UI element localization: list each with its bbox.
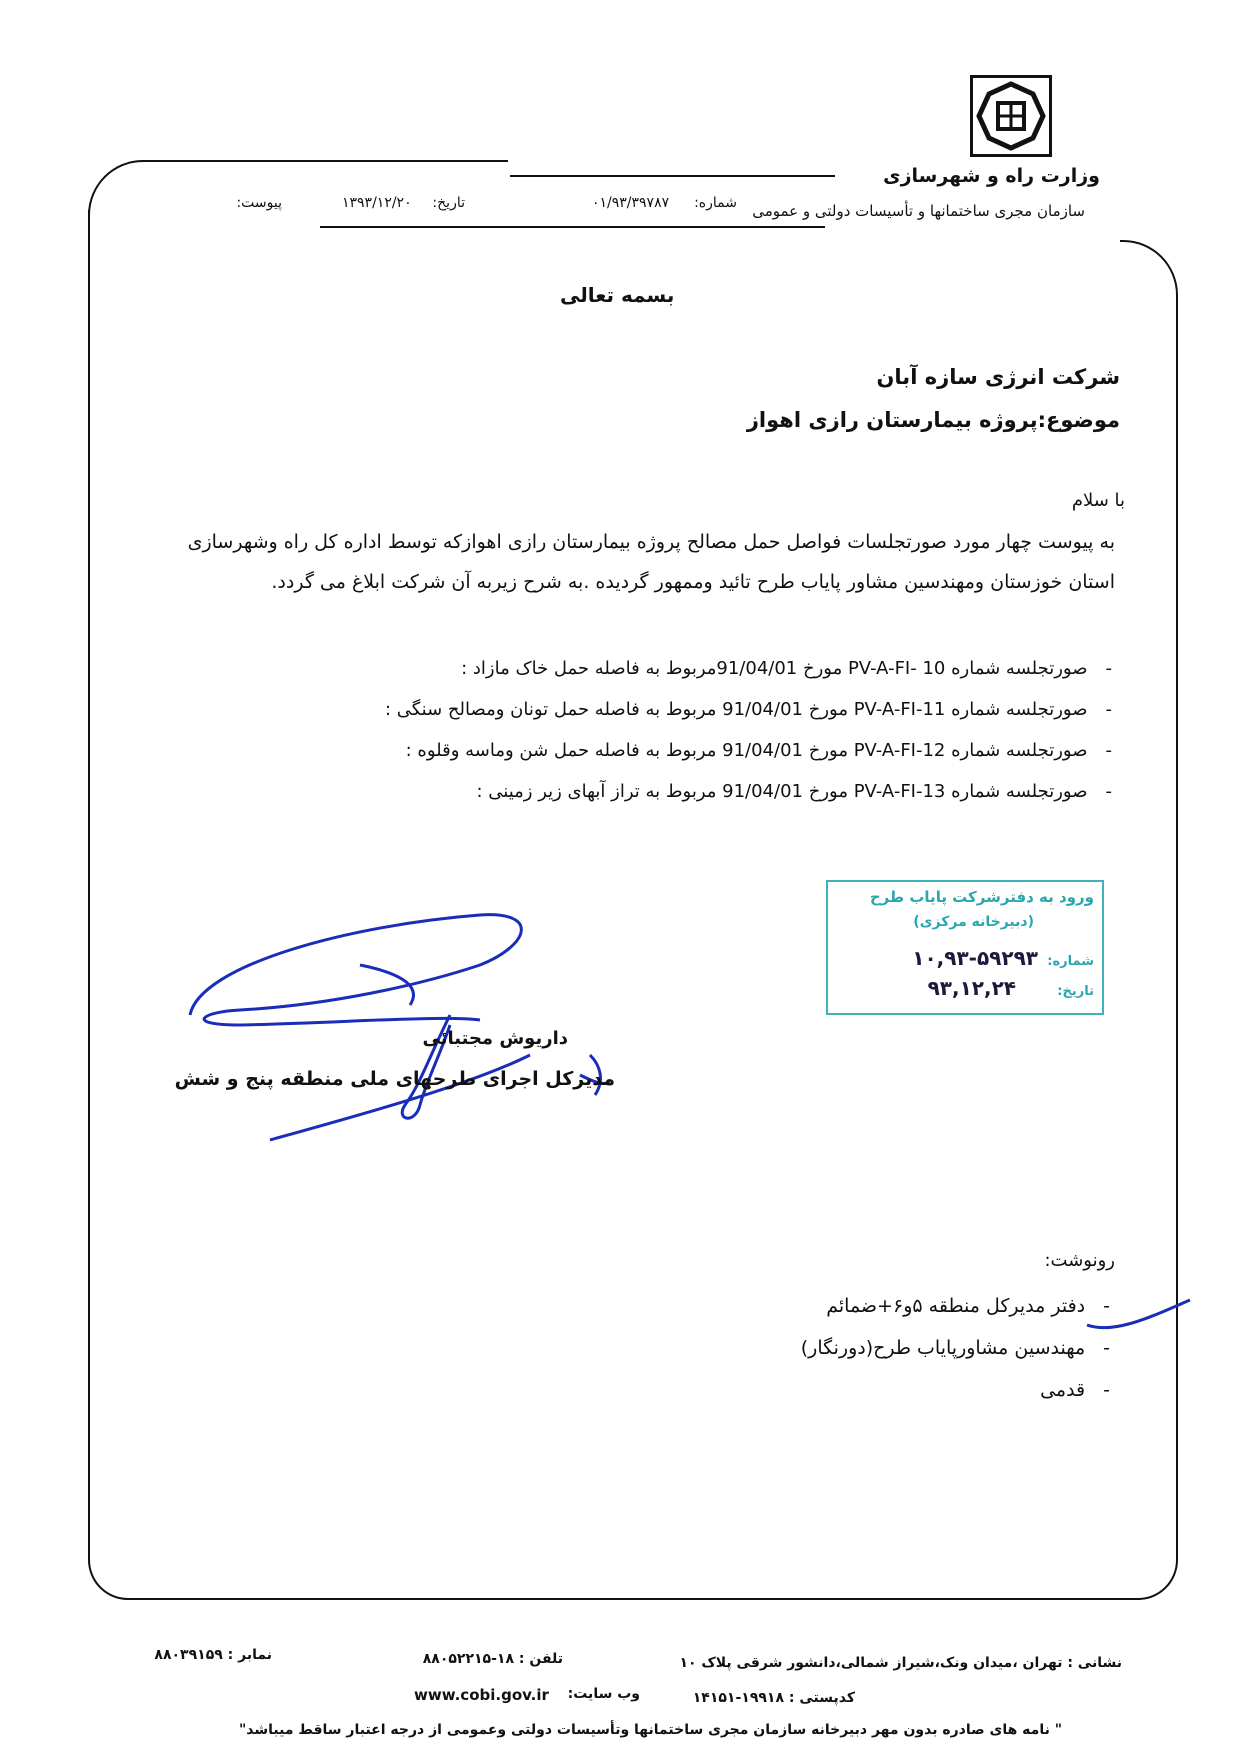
list-item-text: صورتجلسه شماره PV-A-FI-13 مورخ 91/04/01 مربوط به تراز آبهای زیر زمینی : xyxy=(476,781,1088,802)
cc-list xyxy=(610,1285,1110,1411)
stamp-subtitle: (دبیرخانه مرکزی) xyxy=(913,914,1034,930)
signer-name: داریوش مجتبائی xyxy=(422,1028,568,1049)
receipt-stamp xyxy=(826,880,1104,1015)
organization-name: سازمان مجری ساختمانها و تأسیسات دولتی و عمومی xyxy=(752,202,1085,220)
recipient-company: شرکت انرژی سازه آبان xyxy=(876,365,1120,389)
minutes-list xyxy=(132,648,1112,812)
footer-notice: " نامه های صادره بدون مهر دبیرخانه سازمان مجری ساختمانها وتأسیسات دولتی وعمومی از درجه اعتبار ساقط میباشد" xyxy=(239,1722,1062,1738)
list-item-text: صورتجلسه شماره PV-A-FI-11 مورخ 91/04/01 مربوط به فاصله حمل تونان ومصالح سنگی : xyxy=(384,699,1088,720)
list-item: -صورتجلسه شماره PV-A-FI-13 مورخ 91/04/01 مربوط به تراز آبهای زیر زمینی : xyxy=(476,781,1112,802)
list-item: -مهندسین مشاورپایاب طرح(دورنگار) xyxy=(800,1337,1110,1359)
letter-number-label: شماره: xyxy=(694,195,737,211)
list-item-text: مهندسین مشاورپایاب طرح(دورنگار) xyxy=(800,1337,1086,1359)
footer-address: نشانی : تهران ،میدان ونک،شیراز شمالی،دانشور شرقی پلاک ۱۰ xyxy=(679,1655,1122,1671)
list-item: -صورتجلسه شماره PV-A-FI-12 مورخ 91/04/01 مربوط به فاصله حمل شن وماسه وقلوه : xyxy=(405,740,1112,761)
check-mark-icon xyxy=(1085,1295,1195,1340)
footer-website-label: وب سایت: xyxy=(567,1686,640,1702)
cc-label: رونوشت: xyxy=(1044,1250,1115,1271)
greeting: با سلام xyxy=(1071,490,1125,511)
letter-body-paragraph: به پیوست چهار مورد صورتجلسات فواصل حمل مصالح پروژه بیمارستان رازی اهوازکه توسط اداره کل راه وشهرسازی استان خوزستان ومهندسین مشاور پایاب طرح تائید وممهور گردیده .به شرح زیربه آن شرکت ابلاغ می گردد. xyxy=(187,531,1115,593)
list-item-text: صورتجلسه شماره PV-A-FI-12 مورخ 91/04/01 مربوط به فاصله حمل شن وماسه وقلوه : xyxy=(405,740,1088,761)
list-item-text: صورتجلسه شماره PV-A-FI- 10 مورخ 91/04/01مربوط به فاصله حمل خاک مازاد : xyxy=(461,658,1088,679)
list-item: -صورتجلسه شماره PV-A-FI-11 مورخ 91/04/01 مربوط به فاصله حمل تونان ومصالح سنگی : xyxy=(384,699,1112,720)
logo-emblem-icon xyxy=(973,78,1049,154)
header-divider-top xyxy=(510,175,835,177)
footer-phone: تلفن : ۱۸-۸۸۰۵۲۲۱۵ xyxy=(422,1651,563,1667)
letter-subject: موضوع:پروژه بیمارستان رازی اهواز xyxy=(746,408,1120,432)
list-item-text: قدمی xyxy=(1040,1379,1086,1401)
stamp-number-label: شماره: xyxy=(1047,954,1094,969)
stamp-title: ورود به دفترشرکت پایاب طرح xyxy=(869,888,1094,906)
footer-postal-code: کدپستی : ۱۹۹۱۸-۱۴۱۵۱ xyxy=(692,1690,855,1706)
footer-fax: نمابر : ۸۸۰۳۹۱۵۹ xyxy=(154,1647,272,1663)
footer-website-link[interactable]: www.cobi.gov.ir xyxy=(414,1686,549,1704)
list-item: -صورتجلسه شماره PV-A-FI- 10 مورخ 91/04/01مربوط به فاصله حمل خاک مازاد : xyxy=(461,658,1112,679)
stamp-number: ۱۰,۹۳-۵۹۲۹۳ xyxy=(912,946,1038,970)
stamp-date-label: تاریخ: xyxy=(1057,984,1094,999)
page-frame-right xyxy=(1120,240,1178,1600)
list-item-text: دفتر مدیرکل منطقه ۵و۶+ضمائم xyxy=(826,1295,1086,1317)
list-item: -دفتر مدیرکل منطقه ۵و۶+ضمائم xyxy=(826,1295,1110,1317)
attachment-label: پیوست: xyxy=(236,195,282,211)
ministry-name: وزارت راه و شهرسازی xyxy=(883,165,1100,187)
letter-date-label: تاریخ: xyxy=(432,195,465,211)
list-item: -قدمی xyxy=(1040,1379,1110,1401)
signer-title: مدیرکل اجرای طرحهای ملی منطقه پنج و شش xyxy=(174,1068,615,1090)
ministry-logo xyxy=(970,75,1052,157)
stamp-date: ۹۳,۱۲,۲۴ xyxy=(927,976,1016,1000)
letter-date: ۱۳۹۳/۱۲/۲۰ xyxy=(342,195,412,211)
bismillah-heading: بسمه تعالی xyxy=(560,283,675,307)
letter-number: ۰۱/۹۳/۳۹۷۸۷ xyxy=(592,195,670,211)
